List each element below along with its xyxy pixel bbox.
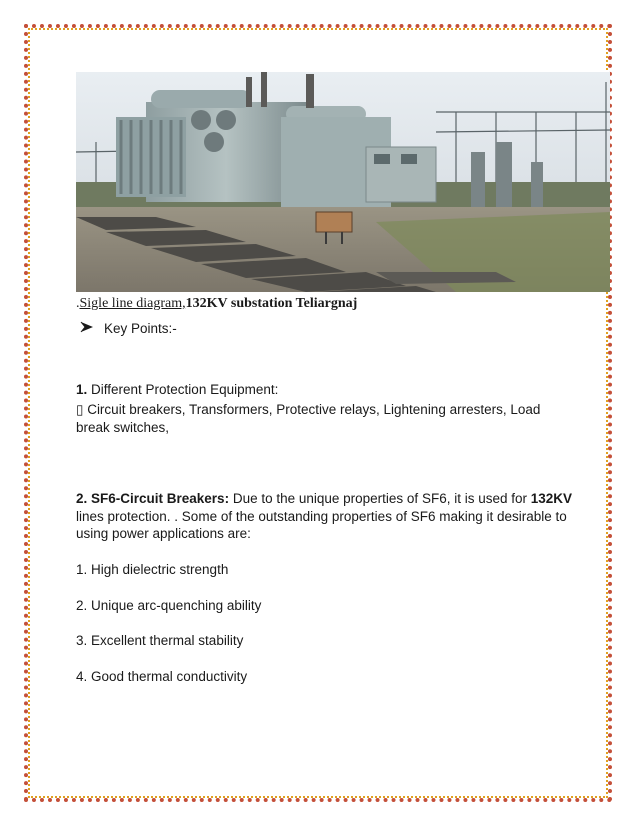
missing-glyph-icon: ▯ (76, 402, 84, 417)
key-points-heading (80, 321, 177, 336)
substation-photo (76, 72, 610, 292)
section1-body-text: Circuit breakers, Transformers, Protective relays, Lightening arresters, Load break switches, (76, 402, 541, 435)
property-item: 3. Excellent thermal stability (76, 633, 244, 648)
section2-text-c: lines protection. . Some of the outstanding properties of SF6 making it desirable to using power applications are: (76, 508, 567, 541)
photo-caption (76, 296, 357, 312)
caption-prefix: . (76, 296, 80, 311)
section1-number: 1. (76, 382, 88, 397)
property-item: 2. Unique arc-quenching ability (76, 598, 262, 613)
property-item: 4. Good thermal conductivity (76, 669, 248, 684)
section1-body (76, 401, 566, 436)
section1-title (76, 381, 566, 399)
section2-heading: 2. SF6-Circuit Breakers: (76, 491, 230, 506)
caption-underlined: Sigle line diagram, (79, 296, 186, 311)
section2-text-a: Due to the unique properties of SF6, it is used for (229, 491, 531, 506)
key-points-label: Key Points:- (104, 321, 177, 336)
caption-bold: 132KV substation Teliargnaj (185, 296, 358, 311)
section2-paragraph (76, 490, 576, 543)
section2-bold-132kv: 132KV (530, 491, 573, 506)
section1-title-text: Different Protection Equipment: (87, 382, 279, 397)
arrow-bullet-icon (80, 321, 100, 336)
property-item: 1. High dielectric strength (76, 562, 229, 577)
